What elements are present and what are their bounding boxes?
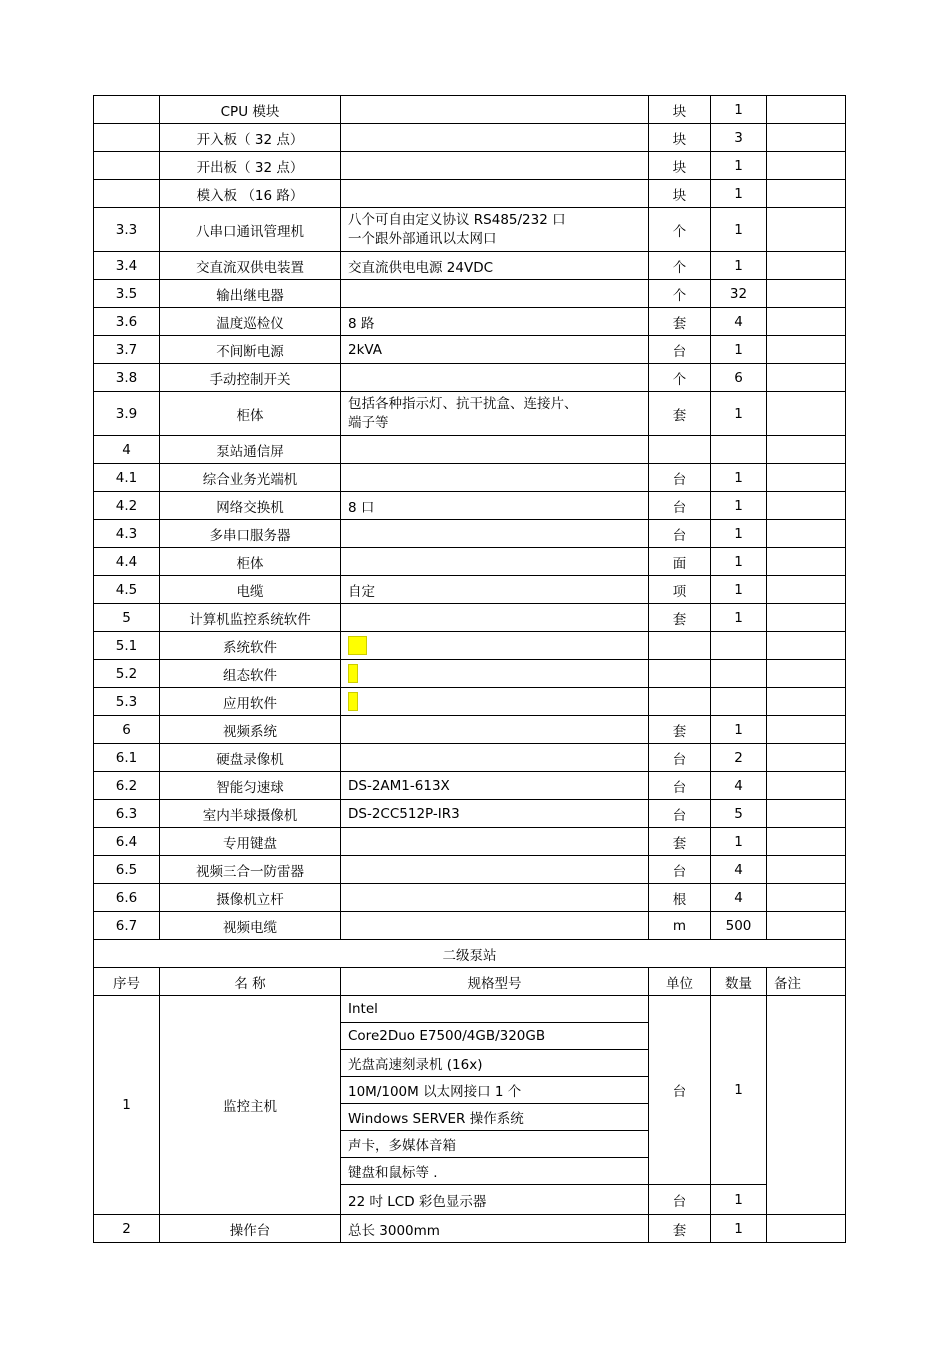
- item-spec: Windows SERVER 操作系统: [341, 1104, 649, 1131]
- row-number: 6.4: [94, 828, 160, 856]
- header-no: 序号: [94, 968, 160, 996]
- item-spec: [341, 884, 649, 912]
- item-note: [767, 912, 846, 940]
- item-note: [767, 548, 846, 576]
- row-number: 3.7: [94, 336, 160, 364]
- item-unit: 台: [649, 772, 711, 800]
- item-quantity: 1: [711, 492, 767, 520]
- item-unit: 台: [649, 744, 711, 772]
- item-name: 应用软件: [160, 688, 341, 716]
- item-name: 视频电缆: [160, 912, 341, 940]
- table-row: [94, 548, 846, 576]
- row-number: 3.3: [94, 208, 160, 252]
- row-number: 3.9: [94, 392, 160, 436]
- item-unit: [649, 660, 711, 688]
- item-unit: 块: [649, 180, 711, 208]
- item-unit: 块: [649, 152, 711, 180]
- row-number: [94, 124, 160, 152]
- item-unit: 块: [649, 124, 711, 152]
- item-quantity: 1: [711, 520, 767, 548]
- table-row: [94, 96, 846, 124]
- row-number: 3.4: [94, 252, 160, 280]
- item-quantity: 1: [711, 208, 767, 252]
- row-number: 4.3: [94, 520, 160, 548]
- item-unit: 套: [649, 604, 711, 632]
- item-name: 交直流双供电装置: [160, 252, 341, 280]
- table-row: [94, 856, 846, 884]
- item-name: 视频系统: [160, 716, 341, 744]
- item-name: 开出板（ 32 点）: [160, 152, 341, 180]
- item-note: [767, 392, 846, 436]
- item-quantity: 1: [711, 828, 767, 856]
- row-number: 4.2: [94, 492, 160, 520]
- item-quantity: 1: [711, 464, 767, 492]
- item-name: 系统软件: [160, 632, 341, 660]
- item-spec: 总长 3000mm: [341, 1215, 649, 1243]
- item-name: 开入板（ 32 点）: [160, 124, 341, 152]
- item-unit: 台: [649, 464, 711, 492]
- item-name: 监控主机: [160, 996, 341, 1215]
- header-unit: 单位: [649, 968, 711, 996]
- item-spec: [341, 96, 649, 124]
- item-note: [767, 464, 846, 492]
- item-name: 泵站通信屏: [160, 436, 341, 464]
- item-quantity: 1: [711, 548, 767, 576]
- table-row: [94, 492, 846, 520]
- item-unit: 套: [649, 828, 711, 856]
- table-row: [94, 772, 846, 800]
- item-note: [767, 308, 846, 336]
- row-number: 2: [94, 1215, 160, 1243]
- item-note: [767, 744, 846, 772]
- row-number: 3.6: [94, 308, 160, 336]
- item-note: [767, 772, 846, 800]
- item-note: [767, 96, 846, 124]
- item-name: 硬盘录像机: [160, 744, 341, 772]
- item-name: 电缆: [160, 576, 341, 604]
- item-unit: 个: [649, 364, 711, 392]
- item-spec: [341, 520, 649, 548]
- table-row: [94, 576, 846, 604]
- item-spec: [341, 828, 649, 856]
- item-note: [767, 152, 846, 180]
- row-number: 5.1: [94, 632, 160, 660]
- item-quantity: 1: [711, 1215, 767, 1243]
- table-row: [94, 208, 846, 252]
- item-unit: 台: [649, 856, 711, 884]
- item-spec: [341, 280, 649, 308]
- item-quantity: 1: [711, 180, 767, 208]
- row-number: 6.3: [94, 800, 160, 828]
- item-note: [767, 660, 846, 688]
- equipment-table: [93, 95, 846, 1243]
- item-quantity: 1: [711, 336, 767, 364]
- item-quantity: 1: [711, 604, 767, 632]
- item-quantity: 4: [711, 308, 767, 336]
- item-name: 多串口服务器: [160, 520, 341, 548]
- item-quantity: 3: [711, 124, 767, 152]
- row-number: 6.5: [94, 856, 160, 884]
- item-unit: 套: [649, 716, 711, 744]
- item-spec: 键盘和鼠标等 .: [341, 1158, 649, 1185]
- item-unit: 台: [649, 1185, 711, 1215]
- item-name: 不间断电源: [160, 336, 341, 364]
- item-name: 操作台: [160, 1215, 341, 1243]
- item-quantity: 1: [711, 1185, 767, 1215]
- item-spec: [341, 208, 649, 252]
- item-spec: [341, 688, 649, 716]
- item-unit: 台: [649, 492, 711, 520]
- item-unit: 台: [649, 336, 711, 364]
- item-spec: Core2Duo E7500/4GB/320GB: [341, 1023, 649, 1050]
- row-number: 1: [94, 996, 160, 1215]
- item-note: [767, 436, 846, 464]
- item-quantity: [711, 436, 767, 464]
- item-name: 组态软件: [160, 660, 341, 688]
- table-row: [94, 800, 846, 828]
- item-note: [767, 800, 846, 828]
- header-name: 名 称: [160, 968, 341, 996]
- item-spec: [341, 912, 649, 940]
- item-spec: [341, 604, 649, 632]
- item-unit: 台: [649, 800, 711, 828]
- item-unit: 台: [649, 996, 711, 1185]
- table-row: [94, 744, 846, 772]
- item-quantity: [711, 632, 767, 660]
- item-spec: [341, 464, 649, 492]
- item-quantity: 500: [711, 912, 767, 940]
- item-name: 柜体: [160, 548, 341, 576]
- table-row: [94, 336, 846, 364]
- table-row: [94, 364, 846, 392]
- row-number: 4.5: [94, 576, 160, 604]
- item-unit: 项: [649, 576, 711, 604]
- item-note: [767, 280, 846, 308]
- item-name: 温度巡检仪: [160, 308, 341, 336]
- table-row: [94, 996, 846, 1023]
- item-name: 八串口通讯管理机: [160, 208, 341, 252]
- item-name: 视频三合一防雷器: [160, 856, 341, 884]
- item-unit: [649, 632, 711, 660]
- item-spec: 10M/100M 以太网接口 1 个: [341, 1077, 649, 1104]
- item-unit: 个: [649, 208, 711, 252]
- item-name: 网络交换机: [160, 492, 341, 520]
- item-unit: 个: [649, 280, 711, 308]
- item-unit: 面: [649, 548, 711, 576]
- item-unit: 套: [649, 1215, 711, 1243]
- header-qty: 数量: [711, 968, 767, 996]
- item-spec: 声卡，多媒体音箱: [341, 1131, 649, 1158]
- row-number: 5.2: [94, 660, 160, 688]
- row-number: 4.1: [94, 464, 160, 492]
- item-spec: DS-2AM1-613X: [341, 772, 649, 800]
- row-number: [94, 96, 160, 124]
- item-spec: [341, 856, 649, 884]
- item-name: 计算机监控系统软件: [160, 604, 341, 632]
- section-title: 二级泵站: [94, 940, 846, 968]
- item-unit: 块: [649, 96, 711, 124]
- spec-line: 一个跟外部通讯以太网口: [348, 230, 497, 247]
- item-spec: [341, 660, 649, 688]
- item-quantity: 1: [711, 96, 767, 124]
- table-row: [94, 604, 846, 632]
- table-row: [94, 308, 846, 336]
- item-note: [767, 996, 846, 1215]
- row-number: 3.5: [94, 280, 160, 308]
- header-spec: 规格型号: [341, 968, 649, 996]
- row-number: [94, 152, 160, 180]
- item-name: 摄像机立杆: [160, 884, 341, 912]
- row-number: 5: [94, 604, 160, 632]
- item-note: [767, 828, 846, 856]
- table-row: [94, 180, 846, 208]
- item-name: 模入板 （16 路）: [160, 180, 341, 208]
- item-spec: Intel: [341, 996, 649, 1023]
- item-note: [767, 208, 846, 252]
- item-note: [767, 252, 846, 280]
- item-note: [767, 856, 846, 884]
- row-number: 4: [94, 436, 160, 464]
- item-name: 室内半球摄像机: [160, 800, 341, 828]
- table-row: [94, 520, 846, 548]
- row-number: [94, 180, 160, 208]
- item-quantity: [711, 688, 767, 716]
- item-spec: [341, 436, 649, 464]
- table-row: [94, 464, 846, 492]
- item-note: [767, 576, 846, 604]
- item-spec: [341, 632, 649, 660]
- item-note: [767, 124, 846, 152]
- item-name: 综合业务光端机: [160, 464, 341, 492]
- table-row: [94, 436, 846, 464]
- row-number: 6.1: [94, 744, 160, 772]
- item-spec: 8 口: [341, 492, 649, 520]
- item-spec: [341, 392, 649, 436]
- item-quantity: 6: [711, 364, 767, 392]
- item-name: 柜体: [160, 392, 341, 436]
- item-note: [767, 180, 846, 208]
- table-row: [94, 660, 846, 688]
- item-unit: [649, 436, 711, 464]
- item-name: CPU 模块: [160, 96, 341, 124]
- item-quantity: 1: [711, 392, 767, 436]
- item-quantity: 1: [711, 152, 767, 180]
- row-number: 6.6: [94, 884, 160, 912]
- spec-line: 八个可自由定义协议 RS485/232 口: [348, 211, 566, 228]
- item-note: [767, 336, 846, 364]
- item-unit: 根: [649, 884, 711, 912]
- row-number: 4.4: [94, 548, 160, 576]
- spec-line: 包括各种指示灯、抗干扰盒、连接片、: [348, 395, 578, 412]
- item-quantity: 4: [711, 772, 767, 800]
- item-spec: 交直流供电电源 24VDC: [341, 252, 649, 280]
- table-row: [94, 1215, 846, 1243]
- item-note: [767, 604, 846, 632]
- item-spec: [341, 180, 649, 208]
- item-quantity: 1: [711, 576, 767, 604]
- item-quantity: 1: [711, 996, 767, 1185]
- table-body: [94, 96, 846, 1243]
- item-quantity: 1: [711, 252, 767, 280]
- row-number: 6.7: [94, 912, 160, 940]
- table-row: [94, 632, 846, 660]
- item-unit: [649, 688, 711, 716]
- header-note: 备注: [767, 968, 846, 996]
- item-note: [767, 492, 846, 520]
- table-row: [94, 688, 846, 716]
- table-row: [94, 912, 846, 940]
- row-number: 5.3: [94, 688, 160, 716]
- item-unit: 套: [649, 308, 711, 336]
- item-note: [767, 632, 846, 660]
- item-spec: 22 吋 LCD 彩色显示器: [341, 1185, 649, 1215]
- item-spec: 自定: [341, 576, 649, 604]
- table-row: [94, 280, 846, 308]
- item-spec: 8 路: [341, 308, 649, 336]
- row-number: 6.2: [94, 772, 160, 800]
- item-note: [767, 520, 846, 548]
- table-row: [94, 252, 846, 280]
- table-row: [94, 392, 846, 436]
- table-row: [94, 884, 846, 912]
- item-note: [767, 688, 846, 716]
- table-row: [94, 716, 846, 744]
- item-unit: m: [649, 912, 711, 940]
- item-quantity: 1: [711, 716, 767, 744]
- item-name: 手动控制开关: [160, 364, 341, 392]
- spec-line: 端子等: [348, 414, 389, 431]
- item-note: [767, 364, 846, 392]
- item-quantity: [711, 660, 767, 688]
- item-unit: 台: [649, 520, 711, 548]
- item-quantity: 32: [711, 280, 767, 308]
- item-note: [767, 1215, 846, 1243]
- item-name: 输出继电器: [160, 280, 341, 308]
- row-number: 6: [94, 716, 160, 744]
- item-spec: [341, 124, 649, 152]
- item-unit: 个: [649, 252, 711, 280]
- item-quantity: 5: [711, 800, 767, 828]
- item-spec: 光盘高速刻录机 (16x): [341, 1050, 649, 1077]
- header-row: [94, 968, 846, 996]
- item-note: [767, 716, 846, 744]
- table-row: [94, 124, 846, 152]
- table-row: [94, 152, 846, 180]
- table-row: [94, 828, 846, 856]
- item-name: 智能匀速球: [160, 772, 341, 800]
- item-quantity: 2: [711, 744, 767, 772]
- item-spec: [341, 716, 649, 744]
- item-name: 专用键盘: [160, 828, 341, 856]
- highlight-mark: [348, 664, 358, 683]
- item-spec: [341, 744, 649, 772]
- highlight-mark: [348, 636, 367, 655]
- item-note: [767, 884, 846, 912]
- item-spec: [341, 364, 649, 392]
- item-spec: [341, 548, 649, 576]
- item-quantity: 4: [711, 884, 767, 912]
- section-row: [94, 940, 846, 968]
- item-spec: [341, 152, 649, 180]
- item-spec: DS-2CC512P-IR3: [341, 800, 649, 828]
- item-spec: 2kVA: [341, 336, 649, 364]
- item-quantity: 4: [711, 856, 767, 884]
- item-unit: 套: [649, 392, 711, 436]
- highlight-mark: [348, 692, 358, 711]
- row-number: 3.8: [94, 364, 160, 392]
